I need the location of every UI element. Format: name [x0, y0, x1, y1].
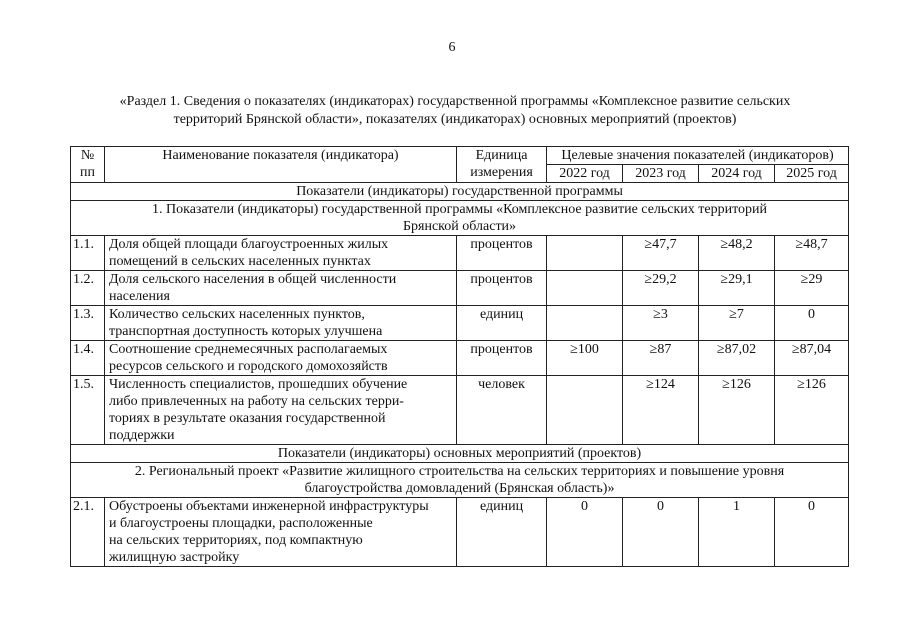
row-name-line: ресурсов сельского и городского домохозяйств [109, 359, 388, 374]
row-name-line: помещений в сельских населенных пунктах [109, 254, 371, 269]
row-name-line: Количество сельских населенных пунктов, [109, 307, 365, 322]
subsection-1-line-2: Брянской области» [402, 219, 517, 234]
row-value-2023: ≥47,7 [623, 236, 699, 271]
subsection-2-line-1: 2. Региональный проект «Развитие жилищного строительства на сельских территориях и повышение уровня [134, 464, 785, 479]
row-name-line: ториях в результате оказания государственной [109, 411, 386, 426]
row-name-line: Соотношение среднемесячных располагаемых [109, 342, 388, 357]
row-name-line: Доля общей площади благоустроенных жилых [109, 237, 389, 252]
row-value-2023: 0 [623, 498, 699, 567]
row-unit: человек [457, 376, 547, 445]
header-unit-line-1: Единица [475, 148, 528, 163]
row-value-2022 [547, 236, 623, 271]
row-name-line: населения [109, 289, 170, 304]
row-value-2025: 0 [775, 498, 849, 567]
header-year-2022: 2022 год [547, 165, 623, 183]
header-targets: Целевые значения показателей (индикаторов) [547, 147, 849, 165]
section-title-line-2: территорий Брянской области», показателях (индикаторах) основных мероприятий (проектов) [173, 112, 737, 127]
header-unit [457, 147, 547, 183]
row-name-line: Обустроены объектами инженерной инфраструктуры [109, 499, 429, 514]
row-value-2022 [547, 271, 623, 306]
row-value-2024: 1 [699, 498, 775, 567]
row-name-line: поддержки [109, 428, 175, 443]
row-value-2023: ≥29,2 [623, 271, 699, 306]
row-num: 1.1. [71, 236, 105, 271]
section-events: Показатели (индикаторы) основных мероприятий (проектов) [71, 445, 849, 463]
indicators-table [70, 146, 849, 567]
row-name [105, 306, 457, 341]
header-num [71, 147, 105, 183]
row-value-2023: ≥124 [623, 376, 699, 445]
row-value-2022: 0 [547, 498, 623, 567]
row-name [105, 341, 457, 376]
subsection-2 [71, 463, 849, 498]
header-num-line-2: пп [80, 165, 95, 180]
header-num-line-1: № [80, 148, 95, 163]
row-name-line: транспортная доступность которых улучшена [109, 324, 383, 339]
table-row [71, 236, 849, 271]
header-name: Наименование показателя (индикатора) [105, 147, 457, 183]
section-row-program [71, 183, 849, 201]
header-year-2023: 2023 год [623, 165, 699, 183]
table-row [71, 498, 849, 567]
row-value-2023: ≥87 [623, 341, 699, 376]
row-value-2024: ≥126 [699, 376, 775, 445]
table-row [71, 306, 849, 341]
row-value-2024: ≥29,1 [699, 271, 775, 306]
header-unit-line-2: измерения [470, 165, 533, 180]
row-value-2024: ≥7 [699, 306, 775, 341]
table-row [71, 271, 849, 306]
row-num: 2.1. [71, 498, 105, 567]
row-name-line: и благоустроены площадки, расположенные [109, 516, 373, 531]
header-year-2024: 2024 год [699, 165, 775, 183]
row-value-2025: ≥29 [775, 271, 849, 306]
section-title-line-1: «Раздел 1. Сведения о показателях (индикаторах) государственной программы «Комплексное развитие сельских [119, 94, 791, 109]
section-title [60, 93, 850, 129]
row-value-2025: ≥126 [775, 376, 849, 445]
row-unit: процентов [457, 271, 547, 306]
subsection-row-1 [71, 201, 849, 236]
row-value-2024: ≥48,2 [699, 236, 775, 271]
table-row [71, 376, 849, 445]
row-value-2025: ≥87,04 [775, 341, 849, 376]
section-program: Показатели (индикаторы) государственной программы [71, 183, 849, 201]
row-value-2022 [547, 306, 623, 341]
row-value-2025: ≥48,7 [775, 236, 849, 271]
row-num: 1.5. [71, 376, 105, 445]
row-num: 1.4. [71, 341, 105, 376]
row-name [105, 498, 457, 567]
row-value-2022: ≥100 [547, 341, 623, 376]
row-name-line: Численность специалистов, прошедших обучение [109, 377, 408, 392]
subsection-1 [71, 201, 849, 236]
row-name [105, 376, 457, 445]
row-unit: единиц [457, 306, 547, 341]
row-num: 1.2. [71, 271, 105, 306]
row-name-line: на сельских территориях, под компактную [109, 533, 363, 548]
row-unit: процентов [457, 341, 547, 376]
row-value-2022 [547, 376, 623, 445]
row-name-line: либо привлеченных на работу на сельских терри- [109, 394, 404, 409]
row-unit: единиц [457, 498, 547, 567]
subsection-1-line-1: 1. Показатели (индикаторы) государственной программы «Комплексное развитие сельских территорий [152, 202, 768, 217]
row-value-2025: 0 [775, 306, 849, 341]
row-name [105, 271, 457, 306]
page-number: 6 [448, 40, 456, 55]
header-year-2025: 2025 год [775, 165, 849, 183]
subsection-2-line-2: благоустройства домовладений (Брянская область)» [304, 481, 615, 496]
section-row-events [71, 445, 849, 463]
table-row [71, 341, 849, 376]
row-num: 1.3. [71, 306, 105, 341]
row-name [105, 236, 457, 271]
row-name-line: Доля сельского населения в общей численности [109, 272, 397, 287]
row-value-2024: ≥87,02 [699, 341, 775, 376]
header-row-1 [71, 147, 849, 165]
subsection-row-2 [71, 463, 849, 498]
row-value-2023: ≥3 [623, 306, 699, 341]
row-unit: процентов [457, 236, 547, 271]
row-name-line: жилищную застройку [109, 550, 240, 565]
